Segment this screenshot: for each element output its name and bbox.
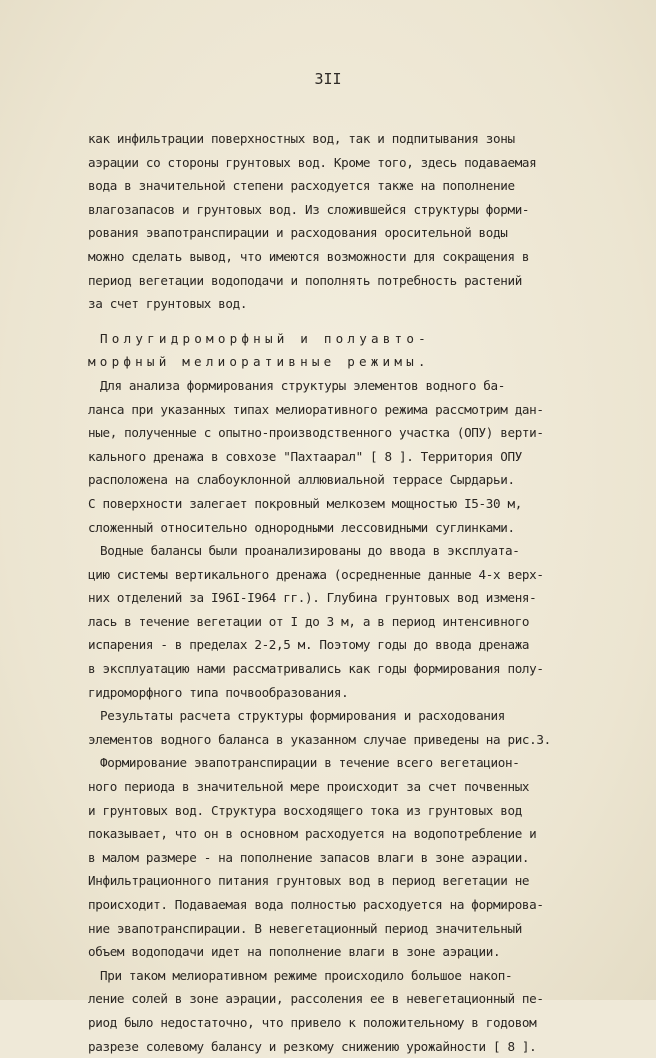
text-line: гидроморфного типа почвообразования. <box>88 684 349 700</box>
text-line: ление солей в зоне аэрации, рассоления ее в невегетационный пе- <box>88 991 544 1007</box>
text-line: можно сделать вывод, что имеются возможности для сокращения в <box>88 248 530 264</box>
text-line: элементов водного баланса в указанном случае приведены на рис.3. <box>88 731 551 747</box>
paragraph-gap <box>88 316 648 327</box>
text-line: аэрации со стороны грунтовых вод. Кроме того, здесь подаваемая <box>88 154 537 170</box>
text-line: рования эвапотранспирации и расходования оросительной воды <box>88 225 508 241</box>
section-heading: морфный мелиоративные режимы. <box>88 354 430 370</box>
text-line: ланса при указанных типах мелиоративного режима рассмотрим дан- <box>88 401 544 417</box>
text-line: Водные балансы были проанализированы до ввода в эксплуата- <box>100 543 520 559</box>
text-line: сложенный относительно однородными лессовидными суглинками. <box>88 519 515 535</box>
text-line: лась в течение вегетации от I до 3 м, а в период интенсивного <box>88 613 530 629</box>
text-line: разрезе солевому балансу и резкому снижению урожайности [ 8 ]. <box>88 1038 537 1054</box>
text-line: них отделений за I96I-I964 гг.). Глубина грунтовых вод изменя- <box>88 590 537 606</box>
text-line: вода в значительной степени расходуется также на пополнение <box>88 178 515 194</box>
text-line: При таком мелиоративном режиме происходило большое накоп- <box>100 967 513 983</box>
text-line: в малом размере - на пополнение запасов влаги в зоне аэрации. <box>88 849 530 865</box>
text-line: ные, полученные с опытно-производственного участка (ОПУ) верти- <box>88 425 544 441</box>
text-line: период вегетации водоподачи и пополнять потребность растений <box>88 272 522 288</box>
text-line: и грунтовых вод. Структура восходящего тока из грунтовых вод <box>88 802 522 818</box>
text-line: кального дренажа в совхозе "Пахтаарал" [ 8 ]. Территория ОПУ <box>88 448 522 464</box>
text-line: Инфильтрационного питания грунтовых вод в период вегетации не <box>88 873 530 889</box>
text-line: ного периода в значительной мере происходит за счет почвенных <box>88 779 530 795</box>
text-line: влагозапасов и грунтовых вод. Из сложившейся структуры форми- <box>88 201 530 217</box>
text-line: как инфильтрации поверхностных вод, так и подпитывания зоны <box>88 131 515 146</box>
text-line: цию системы вертикального дренажа (осредненные данные 4-х верх- <box>88 566 544 582</box>
text-line: ние эвапотранспирации. В невегетационный период значительный <box>88 920 522 936</box>
section-heading: Полугидроморфный и полуавто- <box>100 330 430 346</box>
text-line: расположена на слабоуклонной аллювиальной террасе Сырдарьи. <box>88 472 515 488</box>
text-line: происходит. Подаваемая вода полностью расходуется на формирова- <box>88 897 544 912</box>
text-line: С поверхности залегает покровный мелкозем мощностью I5-30 м, <box>88 495 522 511</box>
text-line: показывает, что он в основном расходуется на водопотребление и <box>88 826 537 842</box>
page-number: 3II <box>314 70 342 88</box>
body-text <box>88 127 648 1058</box>
text-line: объем водоподачи идет на пополнение влаги в зоне аэрации. <box>88 944 501 960</box>
text-line: Формирование эвапотранспирации в течение всего вегетацион- <box>100 755 520 771</box>
text-line: за счет грунтовых вод. <box>88 296 248 312</box>
text-line: Результаты расчета структуры формирования и расходования <box>100 708 505 724</box>
text-line: риод было недостаточно, что привело к положительному в годовом <box>88 1014 537 1030</box>
text-line: Для анализа формирования структуры элементов водного ба- <box>100 377 505 393</box>
text-line: испарения - в пределах 2-2,5 м. Поэтому годы до ввода дренажа <box>88 637 530 653</box>
text-line: в эксплуатацию нами рассматривались как годы формирования полу- <box>88 661 544 677</box>
